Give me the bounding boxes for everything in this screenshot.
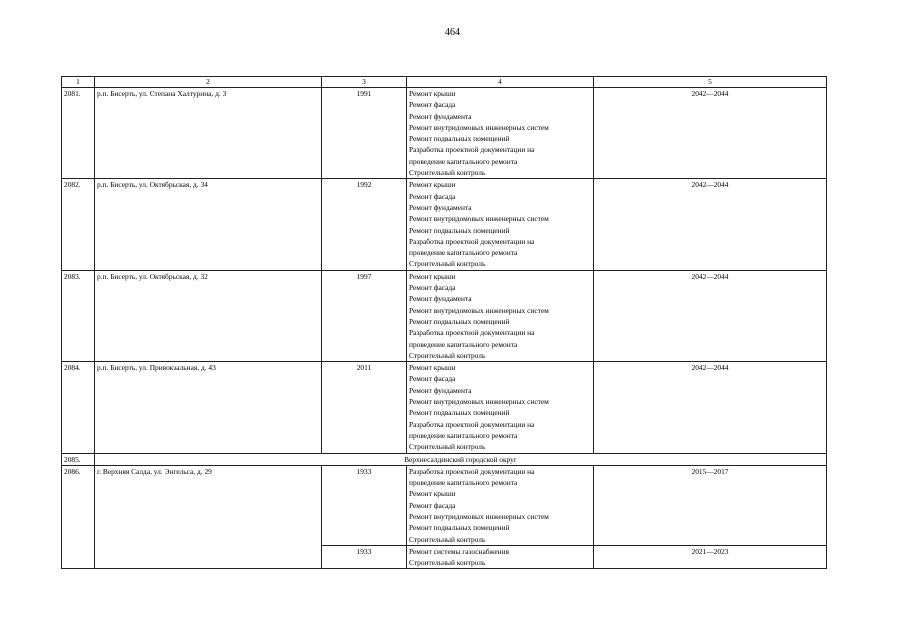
column-numbers-row [62,77,827,88]
row-number: 2086. [62,465,95,569]
work-item: Строительный контроль [409,259,486,269]
work-item: Ремонт системы газоснабжения [409,546,509,556]
column-header: 3 [322,77,407,88]
row-number: 2082. [62,179,95,270]
row-number: 2084. [62,362,95,453]
work-item: Строительный контроль [409,350,486,360]
period-cell: 2021—2023 [594,545,827,569]
work-item: Ремонт фасада [409,100,456,110]
work-item: Ремонт фундамента [409,294,472,304]
address-cell: р.п. Бисерть, ул. Привокзальная, д. 43 [95,362,322,453]
work-item: Разработка проектной документации на [409,419,535,429]
work-item: Ремонт фундамента [409,202,472,212]
row-number: 2085. [62,453,95,465]
work-item: проведение капитального ремонта [409,339,518,349]
work-item: проведение капитального ремонта [409,478,518,488]
work-item: Ремонт подвальных помещений [409,134,510,144]
table-row [62,88,827,179]
year-cell: 1992 [322,179,407,270]
work-item: Ремонт фундамента [409,385,472,395]
work-item: Ремонт подвальных помещений [409,316,510,326]
work-item: Ремонт внутридомовых инженерных систем [409,397,549,407]
work-item: проведение капитального ремонта [409,430,518,440]
work-item: Ремонт фасада [409,191,456,201]
table-row [62,179,827,270]
work-item: Ремонт фасада [409,500,456,510]
column-header: 1 [62,77,95,88]
address-cell: г. Верхняя Салда, ул. Энгельса, д. 29 [95,465,322,569]
work-item: Разработка проектной документации на [409,466,535,476]
column-header: 2 [95,77,322,88]
works-cell [407,270,594,361]
work-item: Строительный контроль [409,168,486,178]
work-item: Ремонт внутридомовых инженерных систем [409,511,549,521]
work-item: Ремонт внутридомовых инженерных систем [409,122,549,132]
year-cell: 1933 [322,465,407,545]
capital-repair-table [61,76,827,569]
table-row [62,362,827,453]
work-item: Разработка проектной документации на [409,328,535,338]
period-cell: 2042—2044 [594,88,827,179]
period-cell: 2042—2044 [594,270,827,361]
works-cell [407,362,594,453]
work-item: Разработка проектной документации на [409,145,535,155]
works-cell [407,88,594,179]
period-cell: 2015—2017 [594,465,827,545]
column-header: 5 [594,77,827,88]
work-item: Ремонт подвальных помещений [409,408,510,418]
work-item: Строительный контроль [409,534,486,544]
work-item: Разработка проектной документации на [409,236,535,246]
work-item: Ремонт внутридомовых инженерных систем [409,305,549,315]
work-item: проведение капитального ремонта [409,156,518,166]
column-header: 4 [407,77,594,88]
work-item: Ремонт подвальных помещений [409,523,510,533]
work-item: Строительный контроль [409,442,486,452]
address-cell: р.п. Бисерть, ул. Октябрьская, д. 34 [95,179,322,270]
district-row [62,453,827,465]
year-cell: 2011 [322,362,407,453]
work-item: Ремонт крыши [409,180,456,190]
row-number: 2083. [62,270,95,361]
year-cell: 1933 [322,545,407,569]
address-cell: р.п. Бисерть, ул. Октябрьская, д. 32 [95,270,322,361]
work-item: Ремонт крыши [409,363,456,373]
table-row [62,465,827,545]
district-name: Верхнесалдинский городской округ [95,453,827,465]
work-item: Ремонт подвальных помещений [409,225,510,235]
work-item: Ремонт внутридомовых инженерных систем [409,214,549,224]
works-cell [407,465,594,545]
work-item: проведение капитального ремонта [409,248,518,258]
year-cell: 1991 [322,88,407,179]
period-cell: 2042—2044 [594,179,827,270]
page-number: 464 [445,27,460,38]
work-item: Ремонт фасада [409,283,456,293]
year-cell: 1997 [322,270,407,361]
period-cell: 2042—2044 [594,362,827,453]
row-number: 2081. [62,88,95,179]
work-item: Ремонт фасада [409,374,456,384]
work-item: Ремонт крыши [409,271,456,281]
table-row [62,270,827,361]
address-cell: р.п. Бисерть, ул. Степана Халтурина, д. 3 [95,88,322,179]
works-cell [407,545,594,569]
work-item: Строительный контроль [409,558,486,568]
works-cell [407,179,594,270]
work-item: Ремонт крыши [409,489,456,499]
work-item: Ремонт крыши [409,89,456,98]
work-item: Ремонт фундамента [409,111,472,121]
